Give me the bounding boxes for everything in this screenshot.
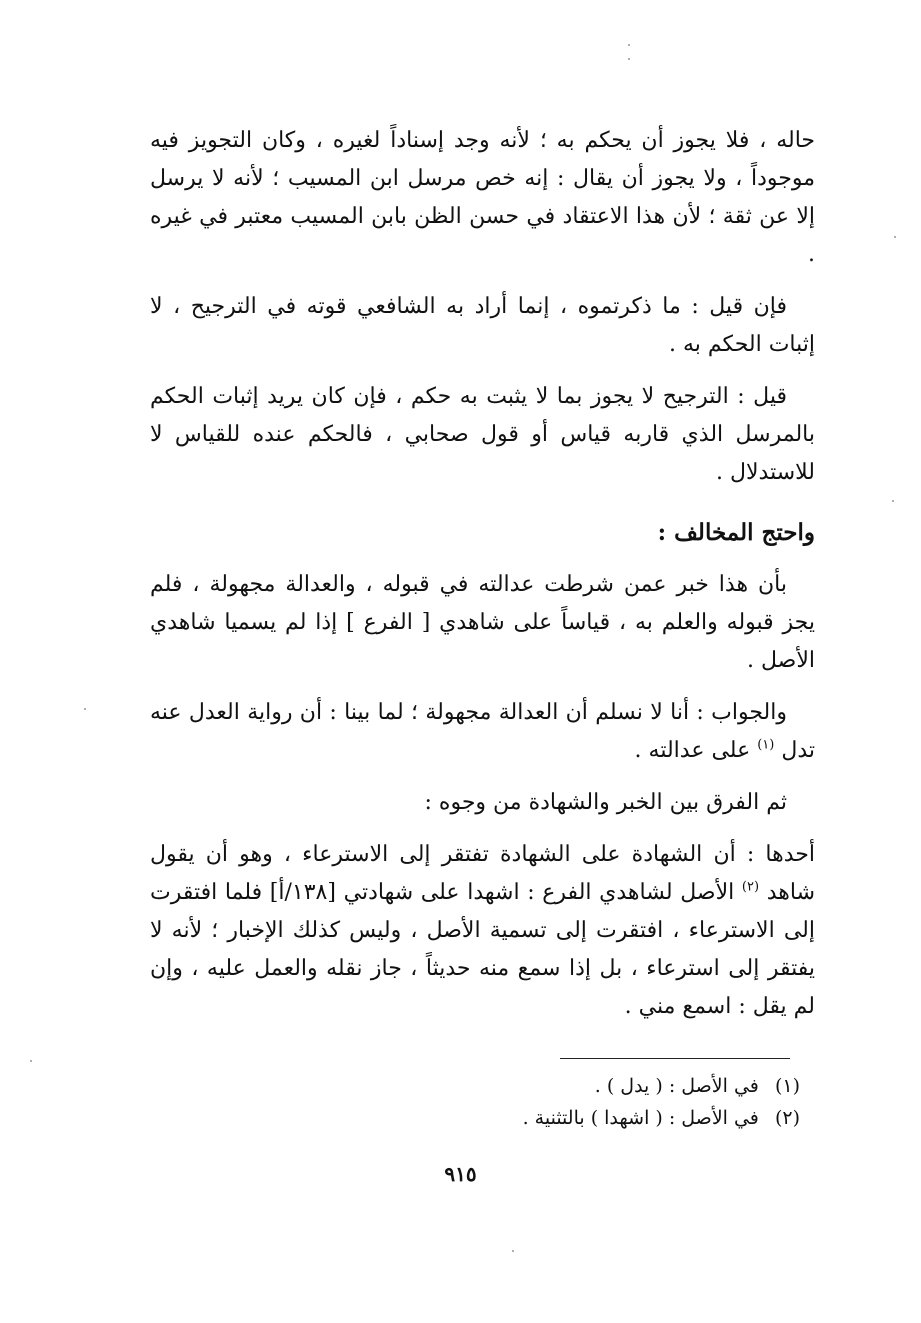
- difference-intro: ثم الفرق بين الخبر والشهادة من وجوه :: [424, 790, 787, 815]
- scan-speck: [30, 1060, 32, 1062]
- footnote-2: [300, 1102, 800, 1134]
- scan-speck: [628, 44, 630, 46]
- answer-paragraph: [150, 694, 815, 770]
- footnote-1: [300, 1070, 800, 1102]
- paragraph-3: قيل : الترجيح لا يجوز بما لا يثبت به حكم ، فإن كان يريد إثبات الحكم بالمرسل الذي قاربه قياس أو قول صحابي ، فالحكم عنده للقياس لا للاستدلال .: [150, 384, 815, 485]
- scan-speck: [894, 236, 896, 238]
- footnote-1-text: في الأصل : ( يدل ) .: [594, 1075, 759, 1097]
- answer-text-end: على عدالته .: [634, 738, 751, 763]
- argument-paragraph: بأن هذا خبر عمن شرطت عدالته في قبوله ، والعدالة مجهولة ، فلم يجز قبوله والعلم به ، قياساً على شاهدي [ الفرع ] إذا لم يسميا شاهدي الأصل .: [150, 572, 815, 673]
- first-aspect-text: أحدها : أن الشهادة على الشهادة تفتقر إلى الاسترعاء ، وهو أن يقول شاهد: [150, 842, 816, 905]
- footnote-ref-2[interactable]: (٢): [741, 879, 760, 895]
- section-heading: واحتج المخالف :: [657, 519, 815, 546]
- footnotes: [300, 1070, 800, 1134]
- footnote-ref-1[interactable]: (١): [757, 737, 775, 753]
- footnote-divider: [560, 1058, 790, 1059]
- first-aspect-paragraph: [150, 836, 815, 1026]
- answer-text: والجواب : أنا لا نسلم أن العدالة مجهولة ؛ لما بينا : أن رواية العدل عنه تدل: [150, 700, 815, 763]
- footnote-1-number: (١): [774, 1075, 800, 1097]
- scan-speck: [892, 500, 894, 502]
- footnote-2-number: (٢): [774, 1107, 800, 1129]
- paragraph-1: حاله ، فلا يجوز أن يحكم به ؛ لأنه وجد إسناداً لغيره ، وكان التجويز فيه موجوداً ، ولا يجوز أن يقال : إنه خص مرسل ابن المسيب ؛ لأنه لا يرسل إلا عن ثقة ؛ لأن هذا الاعتقاد في حسن الظن بابن المسيب معتبر في غيره .: [150, 128, 815, 267]
- page-number: ٩١٥: [444, 1162, 477, 1186]
- scan-speck: [512, 1250, 514, 1252]
- scan-speck: [628, 58, 630, 60]
- scan-speck: [84, 708, 86, 710]
- footnote-2-text: في الأصل : ( اشهدا ) بالتثنية .: [522, 1107, 759, 1129]
- paragraph-2: فإن قيل : ما ذكرتموه ، إنما أراد به الشافعي قوته في الترجيح ، لا إثبات الحكم به .: [150, 294, 815, 357]
- page-body: [150, 122, 815, 1040]
- first-aspect-text-end: الأصل لشاهدي الفرع : اشهدا على شهادتي [١٣٨/أ] فلما افتقرت إلى الاسترعاء ، افتقرت إلى تسمية الأصل ، وليس كذلك الإخبار ؛ لأنه لا يفتقر إلى استرعاء ، بل إذا سمع منه حديثاً ، جاز نقله والعمل عليه ، وإن لم يقل : اسمع مني .: [150, 880, 815, 1019]
